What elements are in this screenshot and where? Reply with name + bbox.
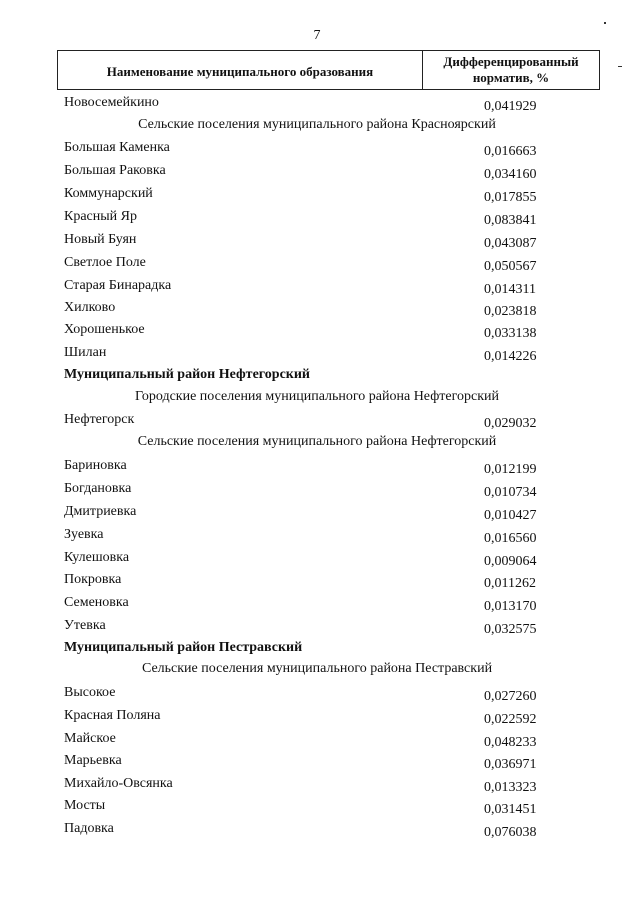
municipality-name: Новосемейкино	[64, 95, 159, 110]
normative-value: 0,032575	[484, 622, 537, 637]
table-header	[57, 50, 600, 90]
settlement-group-heading: Сельские поселения муниципального района Пестравский	[141, 661, 493, 676]
header-normative-line1: Дифференцированный	[443, 54, 579, 69]
table-row	[0, 708, 634, 728]
settlement-group-heading: Городские поселения муниципального района Нефтегорский	[135, 389, 499, 404]
normative-value: 0,083841	[484, 213, 537, 228]
page-number: 7	[313, 28, 321, 43]
municipality-name: Коммунарский	[64, 186, 153, 201]
normative-value: 0,076038	[484, 825, 537, 840]
normative-value: 0,034160	[484, 167, 537, 182]
normative-value: 0,017855	[484, 190, 537, 205]
municipality-name: Красный Яр	[64, 209, 137, 224]
table-row	[0, 163, 634, 183]
normative-value: 0,011262	[484, 576, 536, 591]
municipality-name: Падовка	[64, 821, 114, 836]
municipality-name: Семеновка	[64, 595, 129, 610]
header-municipality-name: Наименование муниципального образования	[58, 51, 423, 89]
municipality-name: Бариновка	[64, 458, 127, 473]
normative-value: 0,043087	[484, 236, 537, 251]
normative-value: 0,016663	[484, 144, 537, 159]
table-row	[0, 458, 634, 478]
normative-value: 0,022592	[484, 712, 537, 727]
normative-value: 0,010734	[484, 485, 537, 500]
municipality-name: Майское	[64, 731, 116, 746]
municipality-name: Мосты	[64, 798, 106, 813]
table-row	[0, 232, 634, 252]
table-row	[0, 504, 634, 524]
normative-value: 0,031451	[484, 802, 537, 817]
municipality-name: Дмитриевка	[64, 504, 137, 519]
scan-speck	[618, 66, 622, 67]
normative-value: 0,033138	[484, 326, 537, 341]
header-normative	[423, 51, 599, 89]
municipality-name: Светлое Поле	[64, 255, 146, 270]
municipality-name: Михайло-Овсянка	[64, 776, 173, 791]
normative-value: 0,012199	[484, 462, 537, 477]
normative-value: 0,048233	[484, 735, 537, 750]
municipality-name: Богдановка	[64, 481, 132, 496]
table-row	[0, 209, 634, 229]
municipality-name: Хилково	[64, 300, 116, 315]
scan-speck	[604, 22, 606, 24]
district-heading: Муниципальный район Нефтегорский	[64, 367, 310, 382]
normative-value: 0,029032	[484, 416, 537, 431]
municipality-name: Шилан	[64, 345, 107, 360]
table-row	[0, 550, 634, 570]
municipality-name: Большая Каменка	[64, 140, 170, 155]
table-row	[0, 481, 634, 501]
municipality-name: Кулешовка	[64, 550, 130, 565]
normative-value: 0,014226	[484, 349, 537, 364]
municipality-name: Старая Бинарадка	[64, 278, 172, 293]
table-row	[0, 345, 634, 365]
municipality-name: Хорошенькое	[64, 322, 145, 337]
table-row	[0, 186, 634, 206]
municipality-name: Высокое	[64, 685, 116, 700]
table-row	[0, 322, 634, 342]
municipality-name: Марьевка	[64, 753, 122, 768]
table-row	[0, 412, 634, 432]
header-normative-line2: норматив, %	[472, 70, 550, 85]
municipality-name: Зуевка	[64, 527, 104, 542]
normative-value: 0,023818	[484, 304, 537, 319]
table-row	[0, 140, 634, 160]
table-row	[0, 572, 634, 592]
municipality-name: Нефтегорск	[64, 412, 135, 427]
table-row	[0, 255, 634, 275]
normative-value: 0,013170	[484, 599, 537, 614]
table-row	[0, 618, 634, 638]
table-row	[0, 278, 634, 298]
normative-value: 0,010427	[484, 508, 537, 523]
municipality-name: Новый Буян	[64, 232, 137, 247]
table-row	[0, 595, 634, 615]
normative-value: 0,050567	[484, 259, 537, 274]
table-row	[0, 300, 634, 320]
normative-value: 0,009064	[484, 554, 537, 569]
municipality-name: Красная Поляна	[64, 708, 161, 723]
table-row	[0, 776, 634, 796]
municipality-name: Покровка	[64, 572, 122, 587]
table-row	[0, 798, 634, 818]
normative-value: 0,036971	[484, 757, 537, 772]
normative-value: 0,027260	[484, 689, 537, 704]
district-heading: Муниципальный район Пестравский	[64, 640, 303, 655]
table-row	[0, 685, 634, 705]
normative-value: 0,013323	[484, 780, 537, 795]
settlement-group-heading: Сельские поселения муниципального района Красноярский	[138, 117, 496, 132]
municipality-name: Большая Раковка	[64, 163, 166, 178]
table-row	[0, 527, 634, 547]
municipality-name: Утевка	[64, 618, 106, 633]
table-row	[0, 753, 634, 773]
table-row	[0, 731, 634, 751]
table-row	[0, 95, 634, 115]
normative-value: 0,014311	[484, 282, 536, 297]
settlement-group-heading: Сельские поселения муниципального района Нефтегорский	[137, 434, 497, 449]
normative-value: 0,041929	[484, 99, 537, 114]
table-row	[0, 821, 634, 841]
normative-value: 0,016560	[484, 531, 537, 546]
